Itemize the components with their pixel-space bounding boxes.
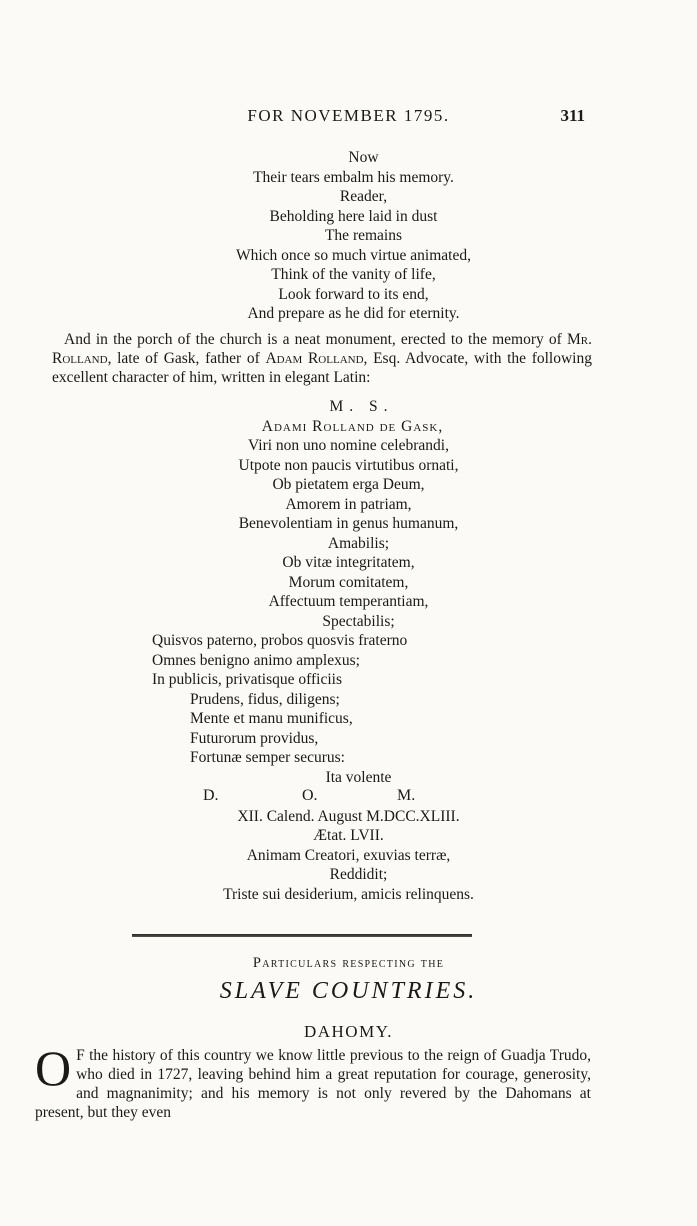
latin-line: Ita volente [325,768,392,786]
section-title: Particulars respecting the [252,955,445,971]
latin-line: Amorem in patriam, [285,495,412,513]
verse-line: Which once so much virtue animated, [235,246,471,264]
latin-line: Futurorum providus, [190,729,319,747]
latin-line: Affectuum temperantiam, [268,593,429,610]
latin-line: Morum comitatem, [288,573,409,591]
verse-line: Look forward to its end, [278,285,429,303]
verse-line: And prepare as he did for eternity. [247,305,460,322]
intro-paragraph [52,330,592,387]
latin-line: Viri non uno nomine celebrandi, [248,437,449,454]
latin-epitaph [0,397,697,904]
latin-line: Ætat. LVII. [313,827,384,844]
intro-part-3: , Esq. Advocate, with the following excellent character of him, written in elegant Latin: [52,350,592,386]
latin-line: Utpote non paucis virtutibus ornati, [238,456,459,474]
page-number: 311 [560,106,585,125]
latin-line: Prudens, fidus, diligens; [190,690,340,708]
page-header [0,106,697,132]
latin-line: Ob pietatem erga Deum, [272,476,425,493]
latin-line: Mente et manu munificus, [190,710,353,727]
latin-line: Benevolentiam in genus humanum, [238,515,459,532]
latin-line: Spectabilis; [322,612,395,630]
intro-part-1: And in the porch of the church is a neat monument, erected to the memory of [64,331,567,348]
verse-line: Reader, [339,188,388,205]
verse-line: Their tears embalm his memory. [253,168,454,186]
verse-line: Beholding here laid in dust [269,207,438,225]
latin-heading: M. S. [329,398,394,415]
latin-line: Triste sui desiderium, amicis relinquens. [223,885,474,903]
latin-line: Omnes benigno animo amplexus; [152,651,360,669]
intro-name-1: Mr. Rolland [52,331,592,367]
latin-line: Ob vitæ integritatem, [282,554,415,571]
verse-line: Now [348,149,379,166]
intro-text [52,330,592,387]
english-epitaph [0,148,697,324]
dom-letter: M. [397,787,416,804]
dom-row [0,787,697,807]
article-paragraph [35,1040,591,1122]
latin-line: Reddidit; [329,866,388,883]
latin-line: Animam Creatori, exuvias terræ, [246,846,451,864]
verse-line: Think of the vanity of life, [271,266,436,283]
dom-letter: D. [203,787,219,804]
latin-line: Quisvos paterno, probos quosvis fraterno [152,632,408,649]
article-text: F the history of this country we know little previous to the reign of Guadja Trudo, who died in 1727, leaving behind him a great reputation for courage, generosity, and magnanimity; and his memory is not only revered by the Dahomans at present, but they even [35,1047,591,1121]
place-heading: DAHOMY. [303,1022,394,1041]
dom-letter: O. [302,787,318,804]
latin-line: XII. Calend. August M.DCC.XLIII. [237,807,460,825]
section-subtitle: SLAVE COUNTRIES. [219,978,478,1004]
verse-line: The remains [324,227,403,244]
drop-cap: O [35,1040,72,1096]
latin-line: Amabilis; [327,534,390,552]
intro-part-2: , late of Gask, father of [107,350,266,367]
latin-name: Adami Rolland de Gask, [261,417,444,435]
section-divider [132,934,472,937]
latin-line: Fortunæ semper securus: [190,749,345,766]
latin-line: In publicis, privatisque officiis [152,671,342,688]
intro-name-2: Adam Rolland [265,350,364,367]
running-head: FOR NOVEMBER 1795. [247,106,450,125]
